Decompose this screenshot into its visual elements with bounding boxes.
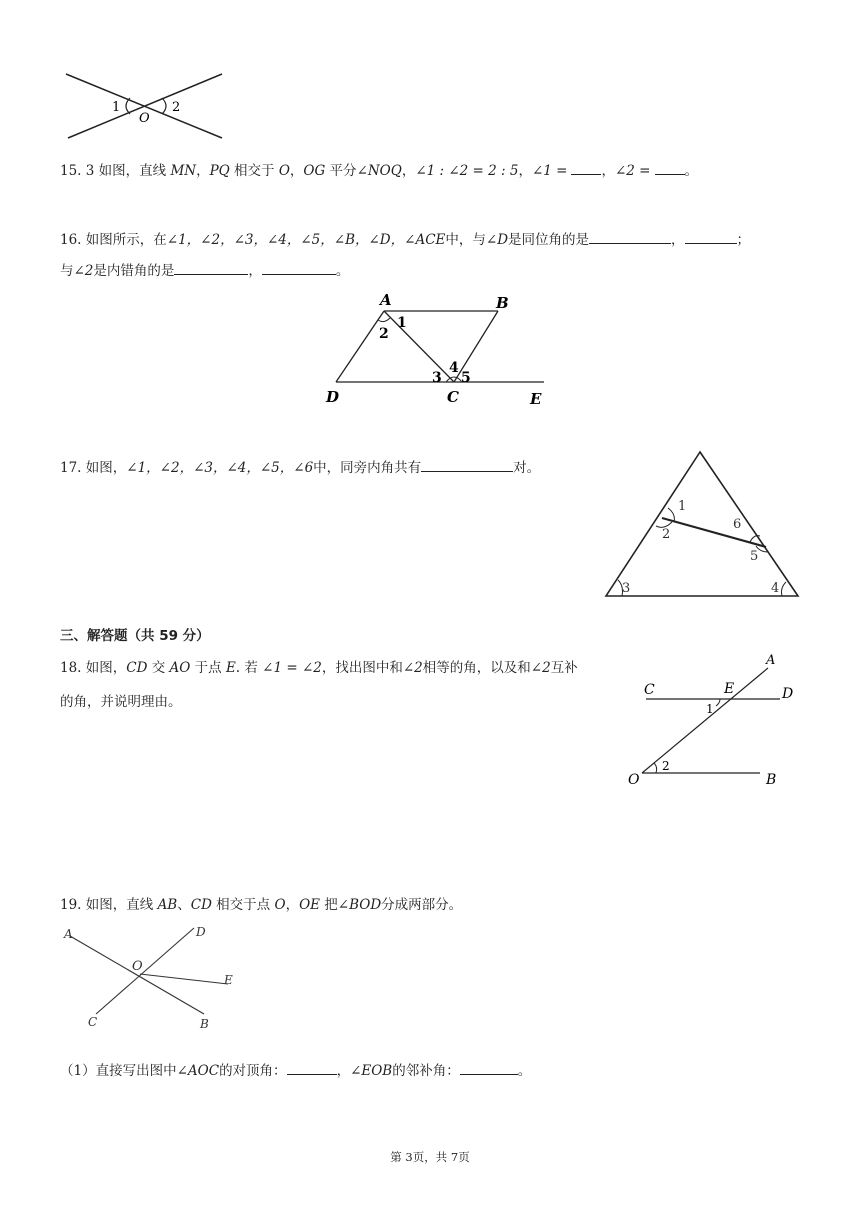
line-ab: [70, 936, 204, 1014]
answer-blank[interactable]: [262, 260, 336, 275]
label-angle-6: 6: [733, 517, 742, 532]
label-point-o: O: [139, 111, 150, 126]
label-angle-1: 1: [706, 702, 714, 716]
label-angle-5: 5: [750, 549, 759, 564]
q15-end: 。: [684, 163, 698, 179]
segment-ad: [336, 311, 384, 382]
line-ao: [642, 668, 768, 773]
q18-text: ，找出图中和: [321, 660, 403, 676]
question-19-part-1: [60, 1060, 531, 1081]
q18-text: 于点: [190, 660, 226, 676]
label-point-b: B: [200, 1017, 209, 1031]
q16-text: 与: [60, 263, 74, 279]
q19-end: 分成两部分。: [381, 897, 463, 913]
label-point-b: B: [766, 772, 777, 788]
q16-text: 16. 如图所示，在: [60, 232, 167, 248]
question-15: [60, 160, 698, 181]
answer-blank[interactable]: [571, 160, 601, 175]
figure-intersecting-lines: [60, 68, 230, 144]
q18-equation: ∠1 = ∠2: [262, 660, 322, 676]
label-angle-4: 4: [449, 360, 459, 376]
angle-arc-4: [782, 582, 787, 596]
q18-e: E: [225, 660, 236, 676]
q15-angle-noq: ∠NOQ: [356, 163, 402, 179]
question-18-line-1: [60, 658, 578, 678]
q18-text: 相等的角，以及和: [422, 660, 531, 676]
label-point-d: D: [326, 388, 340, 406]
label-point-c: C: [88, 1015, 98, 1029]
q15-text: 平分: [325, 163, 357, 179]
q19-text: 相交于点: [211, 897, 275, 913]
q15-angle-1: ∠1 =: [531, 163, 568, 179]
segment-ac: [384, 311, 454, 382]
q19-text: 把: [320, 897, 338, 913]
label-point-o: O: [132, 959, 143, 974]
answer-blank[interactable]: [174, 260, 248, 275]
q18-text: 互补: [550, 660, 578, 676]
figure-parallelogram: [318, 288, 558, 410]
q19-1-end: 。: [517, 1063, 532, 1079]
answer-blank[interactable]: [655, 160, 685, 175]
angle-arc-2: [654, 763, 657, 773]
q15-og: OG: [303, 163, 326, 179]
q18-text: . 若: [235, 660, 263, 676]
q16-end: 。: [335, 263, 350, 279]
label-angle-4: 4: [771, 581, 780, 596]
figure-triangle: [600, 446, 806, 602]
ray-oe: [140, 974, 228, 984]
label-point-a: A: [380, 291, 392, 309]
figure-intersecting-lines-with-ray: [58, 922, 248, 1034]
q15-text: 15. 3 如图，直线: [60, 163, 171, 179]
question-19: [60, 895, 462, 915]
q15-sep: ，: [401, 163, 416, 179]
label-angle-3: 3: [432, 370, 442, 386]
q16-sep: ，: [671, 232, 685, 248]
question-17: [60, 457, 540, 478]
q15-text: 相交于: [229, 163, 279, 179]
q16-angle-list: ∠1，∠2，∠3，∠4，∠5，∠B，∠D，∠ACE: [166, 232, 446, 248]
q17-angle-list: ∠1，∠2，∠3，∠4，∠5，∠6: [126, 460, 314, 476]
q19-oe: OE: [299, 897, 320, 913]
line-cd: [96, 928, 194, 1014]
q18-text: 18. 如图，: [60, 660, 127, 676]
question-16-line-1: [60, 229, 750, 250]
q19-sep: 、: [177, 897, 191, 913]
q16-text: 中，与: [445, 232, 486, 248]
q15-sep: ，: [518, 163, 532, 179]
q18-text: 交: [147, 660, 170, 676]
label-angle-1: 1: [397, 315, 407, 331]
q19-angle-bod: ∠BOD: [337, 897, 382, 913]
q15-sep: ，: [289, 163, 304, 179]
label-angle-2: 2: [662, 759, 670, 773]
answer-blank[interactable]: [287, 1060, 337, 1075]
q18-angle-2: ∠2: [530, 660, 551, 676]
q19-1-text: 的邻补角：: [392, 1063, 460, 1079]
answer-blank[interactable]: [460, 1060, 518, 1075]
label-angle-2: 2: [379, 326, 389, 342]
q19-text: 19. 如图，直线: [60, 897, 158, 913]
angle-arc-a: [378, 318, 390, 322]
q19-cd: CD: [190, 897, 212, 913]
label-point-a: A: [766, 653, 776, 668]
label-point-a: A: [64, 927, 73, 941]
page-footer: 第 3页，共 7页: [390, 1150, 470, 1164]
label-angle-5: 5: [461, 370, 471, 386]
label-point-e: E: [224, 973, 233, 987]
label-point-e: E: [724, 681, 735, 697]
label-point-c: C: [447, 388, 459, 406]
label-angle-1: 1: [678, 499, 687, 514]
q18-cd: CD: [126, 660, 148, 676]
q17-text: 中，同旁内角共有: [313, 460, 422, 476]
answer-blank[interactable]: [589, 229, 671, 244]
q19-o: O: [274, 897, 286, 913]
label-angle-3: 3: [622, 581, 631, 596]
q19-sep: ，: [285, 897, 300, 913]
label-point-d: D: [782, 686, 794, 702]
q16-text: 是内错角的是: [93, 263, 175, 279]
q15-angle-2: ∠2 =: [614, 163, 651, 179]
q19-1-sep: ，: [336, 1063, 351, 1079]
answer-blank[interactable]: [685, 229, 737, 244]
q16-text: 是同位角的是: [508, 232, 590, 248]
section-title: 三、解答题（共 59 分）: [60, 628, 210, 644]
q15-sep: ，: [601, 163, 615, 179]
q15-pq: PQ: [209, 163, 230, 179]
q16-sep: ；: [736, 232, 751, 248]
label-point-c: C: [644, 682, 655, 698]
label-angle-1: 1: [112, 100, 121, 115]
triangle-outline: [606, 452, 798, 596]
figure-parallel-lines-transversal: [620, 648, 810, 788]
q19-1-text: 的对顶角：: [219, 1063, 287, 1079]
q19-1-angle-eob: ∠EOB: [350, 1063, 393, 1079]
q15-sep: ，: [196, 163, 210, 179]
label-angle-2: 2: [662, 527, 671, 542]
label-point-d: D: [196, 925, 206, 939]
q18-ao: AO: [169, 660, 191, 676]
label-angle-2: 2: [172, 100, 181, 115]
q19-1-angle-aoc: ∠AOC: [176, 1063, 220, 1079]
q16-sep: ，: [248, 263, 262, 279]
question-18-line-2: 的角，并说明理由。: [60, 694, 182, 710]
q18-angle-2: ∠2: [402, 660, 423, 676]
q15-o: O: [278, 163, 290, 179]
q19-1-text: （1）直接写出图中: [60, 1063, 177, 1079]
angle-arc-2: [162, 98, 166, 114]
angle-arc-1: [716, 699, 720, 706]
q15-ratio: ∠1 : ∠2 = 2 : 5: [415, 163, 519, 179]
question-16-line-2: [60, 260, 349, 281]
label-point-b: B: [496, 294, 509, 312]
label-point-e: E: [530, 390, 542, 408]
answer-blank[interactable]: [421, 457, 513, 472]
q17-end: 对。: [513, 460, 541, 476]
q16-angle-d: ∠D: [485, 232, 509, 248]
label-point-o: O: [628, 772, 640, 788]
q19-ab: AB: [157, 897, 178, 913]
q15-mn: MN: [170, 163, 197, 179]
q16-angle-2: ∠2: [73, 263, 94, 279]
transversal: [662, 518, 766, 547]
q17-text: 17. 如图，: [60, 460, 127, 476]
